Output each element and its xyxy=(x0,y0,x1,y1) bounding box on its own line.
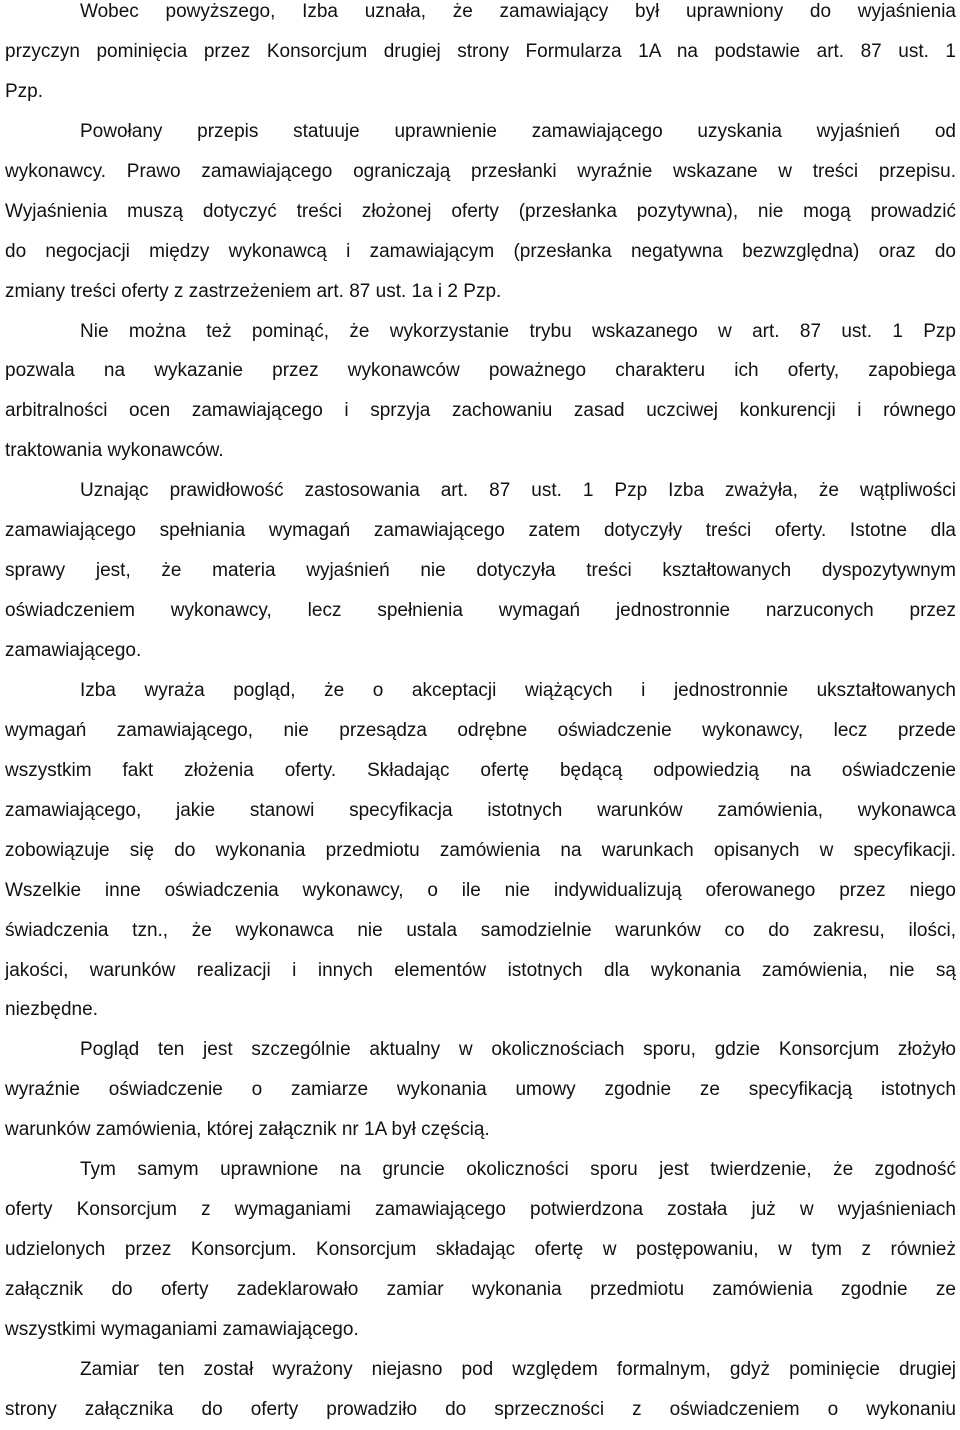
paragraph xyxy=(5,1350,956,1430)
paragraph xyxy=(5,471,956,671)
document-body xyxy=(5,0,956,1430)
text-line: Wobec powyższego, Izba uznała, że zamawiający był uprawniony do wyjaśnienia xyxy=(80,1,956,22)
text-line: zamawiającego, jakie stanowi specyfikacja istotnych warunków zamówienia, wykonawca xyxy=(5,799,956,821)
text-line: zamawiającego. xyxy=(5,640,142,661)
text-line: Zamiar ten został wyrażony niejasno pod względem formalnym, gdyż pominięcie drugiej xyxy=(80,1358,956,1380)
paragraph xyxy=(5,1150,956,1350)
text-line: wykonawcy. Prawo zamawiającego ograniczają przesłanki wyraźnie wskazane w treści przepisu. xyxy=(5,160,956,182)
text-line: przyczyn pominięcia przez Konsorcjum drugiej strony Formularza 1A na podstawie art. 87 ust. 1 xyxy=(5,40,956,62)
text-line: zamawiającego spełniania wymagań zamawiającego zatem dotyczyły treści oferty. Istotne dla xyxy=(5,520,956,542)
text-line: Tym samym uprawnione na gruncie okoliczności sporu jest twierdzenie, że zgodność xyxy=(80,1159,956,1181)
text-line: Nie można też pominąć, że wykorzystanie trybu wskazanego w art. 87 ust. 1 Pzp xyxy=(80,320,956,342)
paragraph xyxy=(5,112,956,312)
text-line: niezbędne. xyxy=(5,999,98,1021)
text-line: wymagań zamawiającego, nie przesądza odrębne oświadczenie wykonawcy, lecz przede xyxy=(5,719,956,741)
text-line: Pzp. xyxy=(5,80,44,102)
text-line: wszystkim fakt złożenia oferty. Składając ofertę będącą odpowiedzią na oświadczenie xyxy=(5,759,956,781)
text-line: świadczenia tzn., że wykonawca nie ustala samodzielnie warunków co do zakresu, ilości, xyxy=(5,919,956,941)
text-line: pozwala na wykazanie przez wykonawców poważnego charakteru ich oferty, zapobiega xyxy=(5,360,956,382)
text-line: udzielonych przez Konsorcjum. Konsorcjum składając ofertę w postępowaniu, w tym z również xyxy=(5,1239,956,1261)
paragraph xyxy=(5,0,956,112)
text-line: traktowania wykonawców. xyxy=(5,440,224,462)
text-line: Powołany przepis statuuje uprawnienie zamawiającego uzyskania wyjaśnień od xyxy=(80,120,956,142)
text-line: warunków zamówienia, której załącznik nr 1A był częścią. xyxy=(5,1119,490,1141)
paragraph xyxy=(5,671,956,1030)
text-line: strony załącznika do oferty prowadziło do sprzeczności z oświadczeniem o wykonaniu xyxy=(5,1398,956,1420)
text-line: jakości, warunków realizacji i innych elementów istotnych dla wykonania zamówienia, nie są xyxy=(5,959,956,981)
text-line: wyraźnie oświadczenie o zamiarze wykonania umowy zgodnie ze specyfikacją istotnych xyxy=(5,1079,956,1101)
text-line: oświadczeniem wykonawcy, lecz spełnienia wymagań jednostronnie narzuconych przez xyxy=(5,600,956,622)
text-line: sprawy jest, że materia wyjaśnień nie dotyczyła treści kształtowanych dyspozytywnym xyxy=(5,560,956,582)
text-line: zmiany treści oferty z zastrzeżeniem art. 87 ust. 1a i 2 Pzp. xyxy=(5,280,502,302)
text-line: Izba wyraża pogląd, że o akceptacji wiążących i jednostronnie ukształtowanych xyxy=(80,679,956,701)
paragraph xyxy=(5,1030,956,1150)
text-line: do negocjacji między wykonawcą i zamawiającym (przesłanka negatywna bezwzględna) oraz do xyxy=(5,240,956,262)
paragraph xyxy=(5,312,956,472)
text-line: wszystkimi wymaganiami zamawiającego. xyxy=(5,1318,359,1340)
text-line: oferty Konsorcjum z wymaganiami zamawiającego potwierdzona została już w wyjaśnieniach xyxy=(5,1199,956,1221)
text-line: Pogląd ten jest szczególnie aktualny w okolicznościach sporu, gdzie Konsorcjum złożyło xyxy=(80,1039,956,1061)
text-line: Uznając prawidłowość zastosowania art. 87 ust. 1 Pzp Izba zważyła, że wątpliwości xyxy=(80,480,956,502)
text-line: Wyjaśnienia muszą dotyczyć treści złożonej oferty (przesłanka pozytywna), nie mogą prowadzić xyxy=(5,200,956,222)
text-line: arbitralności ocen zamawiającego i sprzyja zachowaniu zasad uczciwej konkurencji i równego xyxy=(5,400,956,422)
text-line: zobowiązuje się do wykonania przedmiotu zamówienia na warunkach opisanych w specyfikacji. xyxy=(5,839,956,861)
text-line: Wszelkie inne oświadczenia wykonawcy, o ile nie indywidualizują oferowanego przez niego xyxy=(5,879,956,901)
text-line: załącznik do oferty zadeklarowało zamiar wykonania przedmiotu zamówienia zgodnie ze xyxy=(5,1279,956,1300)
